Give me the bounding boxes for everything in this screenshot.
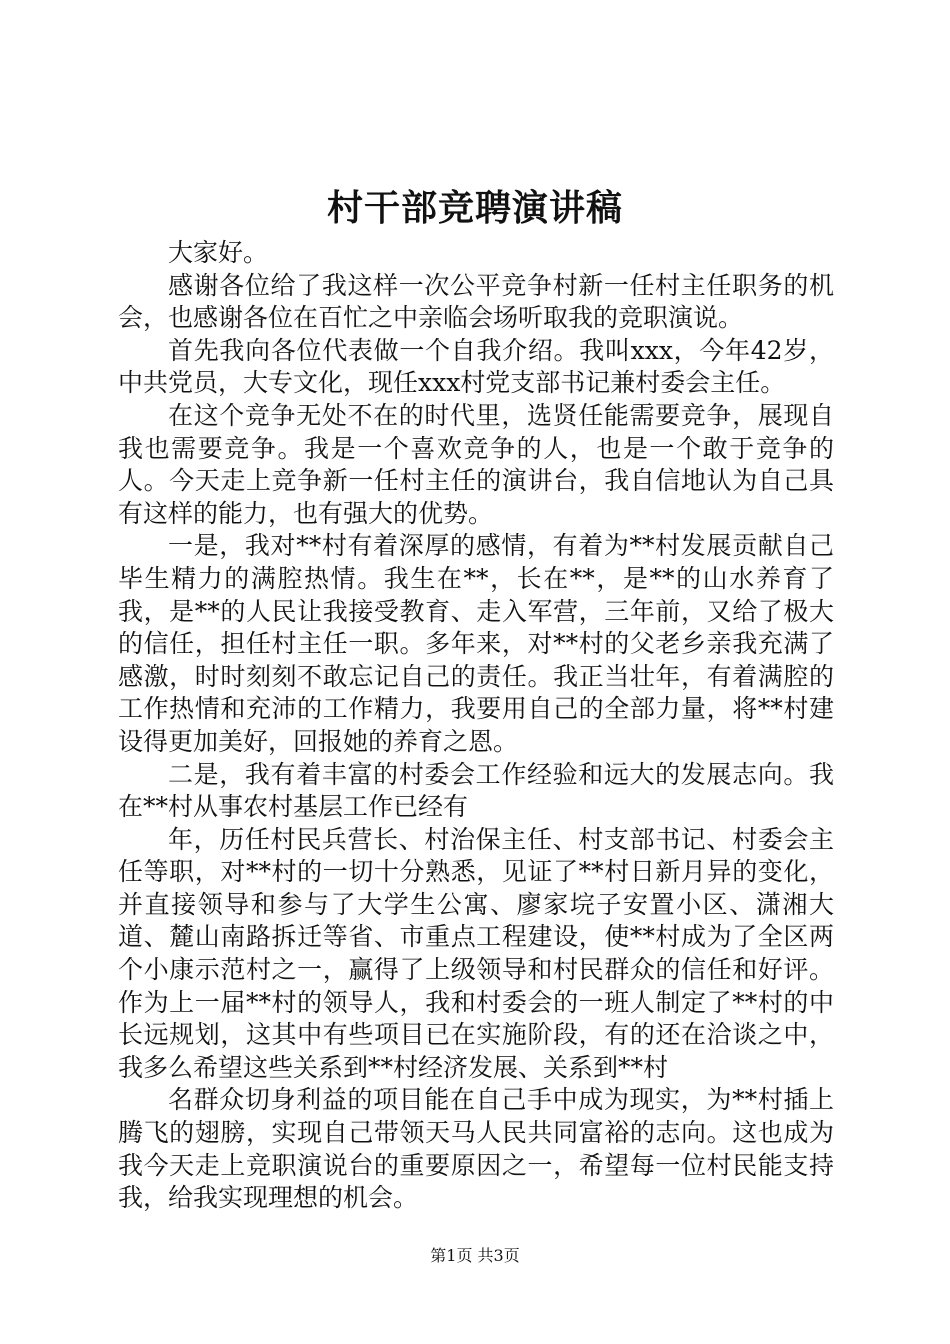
paragraph-thanks: 感谢各位给了我这样一次公平竞争村新一任村主任职务的机会，也感谢各位在百忙之中亲临会场听取我的竞职演说。 <box>118 270 834 333</box>
paragraph-point-one: 一是，我对**村有着深厚的感情，有着为**村发展贡献自己毕生精力的满腔热情。我生在**，长在**，是**的山水养育了我，是**的人民让我接受教育、走入军营，三年前，又给了极大的信任，担任村主任一职。多年来，对**村的父老乡亲我充满了感激，时时刻刻不敢忘记自己的责任。我正当壮年，有着满腔的工作热情和充沛的工作精力，我要用自己的全部力量，将**村建设得更加美好，回报她的养育之恩。 <box>118 531 834 756</box>
paragraph-competition: 在这个竞争无处不在的时代里，选贤任能需要竞争，展现自我也需要竞争。我是一个喜欢竞争的人，也是一个敢于竞争的人。今天走上竞争新一任村主任的演讲台，我自信地认为自己具有这样的能力，也有强大的优势。 <box>118 400 834 528</box>
paragraph-greeting: 大家好。 <box>168 238 269 267</box>
page-footer: 第1页 共3页 <box>430 1246 520 1265</box>
paragraph-aspiration: 名群众切身利益的项目能在自己手中成为现实，为**村插上腾飞的翅膀，实现自己带领天马人民共同富裕的志向。这也成为我今天走上竞职演说台的重要原因之一，希望每一位村民能支持我，给我实现理想的机会。 <box>118 1085 834 1213</box>
paragraph-point-two: 二是，我有着丰富的村委会工作经验和远大的发展志向。我在**村从事农村基层工作已经有 <box>118 759 834 822</box>
paragraph-experience: 年，历任村民兵营长、村治保主任、村支部书记、村委会主任等职，对**村的一切十分熟悉，见证了**村日新月异的变化，并直接领导和参与了大学生公寓、廖家垸子安置小区、潇湘大道、麓山南路拆迁等省、市重点工程建设，使**村成为了全区两个小康示范村之一，赢得了上级领导和村民群众的信任和好评。作为上一届**村的领导人，我和村委会的一班人制定了**村的中长远规划，这其中有些项目已在实施阶段，有的还在洽谈之中，我多么希望这些关系到**村经济发展、关系到**村 <box>118 824 834 1082</box>
paragraph-self-intro: 首先我向各位代表做一个自我介绍。我叫xxx，今年42岁，中共党员，大专文化，现任xxx村党支部书记兼村委会主任。 <box>118 335 834 398</box>
document-body <box>118 237 834 1215</box>
document-title: 村干部竞聘演讲稿 <box>326 187 623 229</box>
